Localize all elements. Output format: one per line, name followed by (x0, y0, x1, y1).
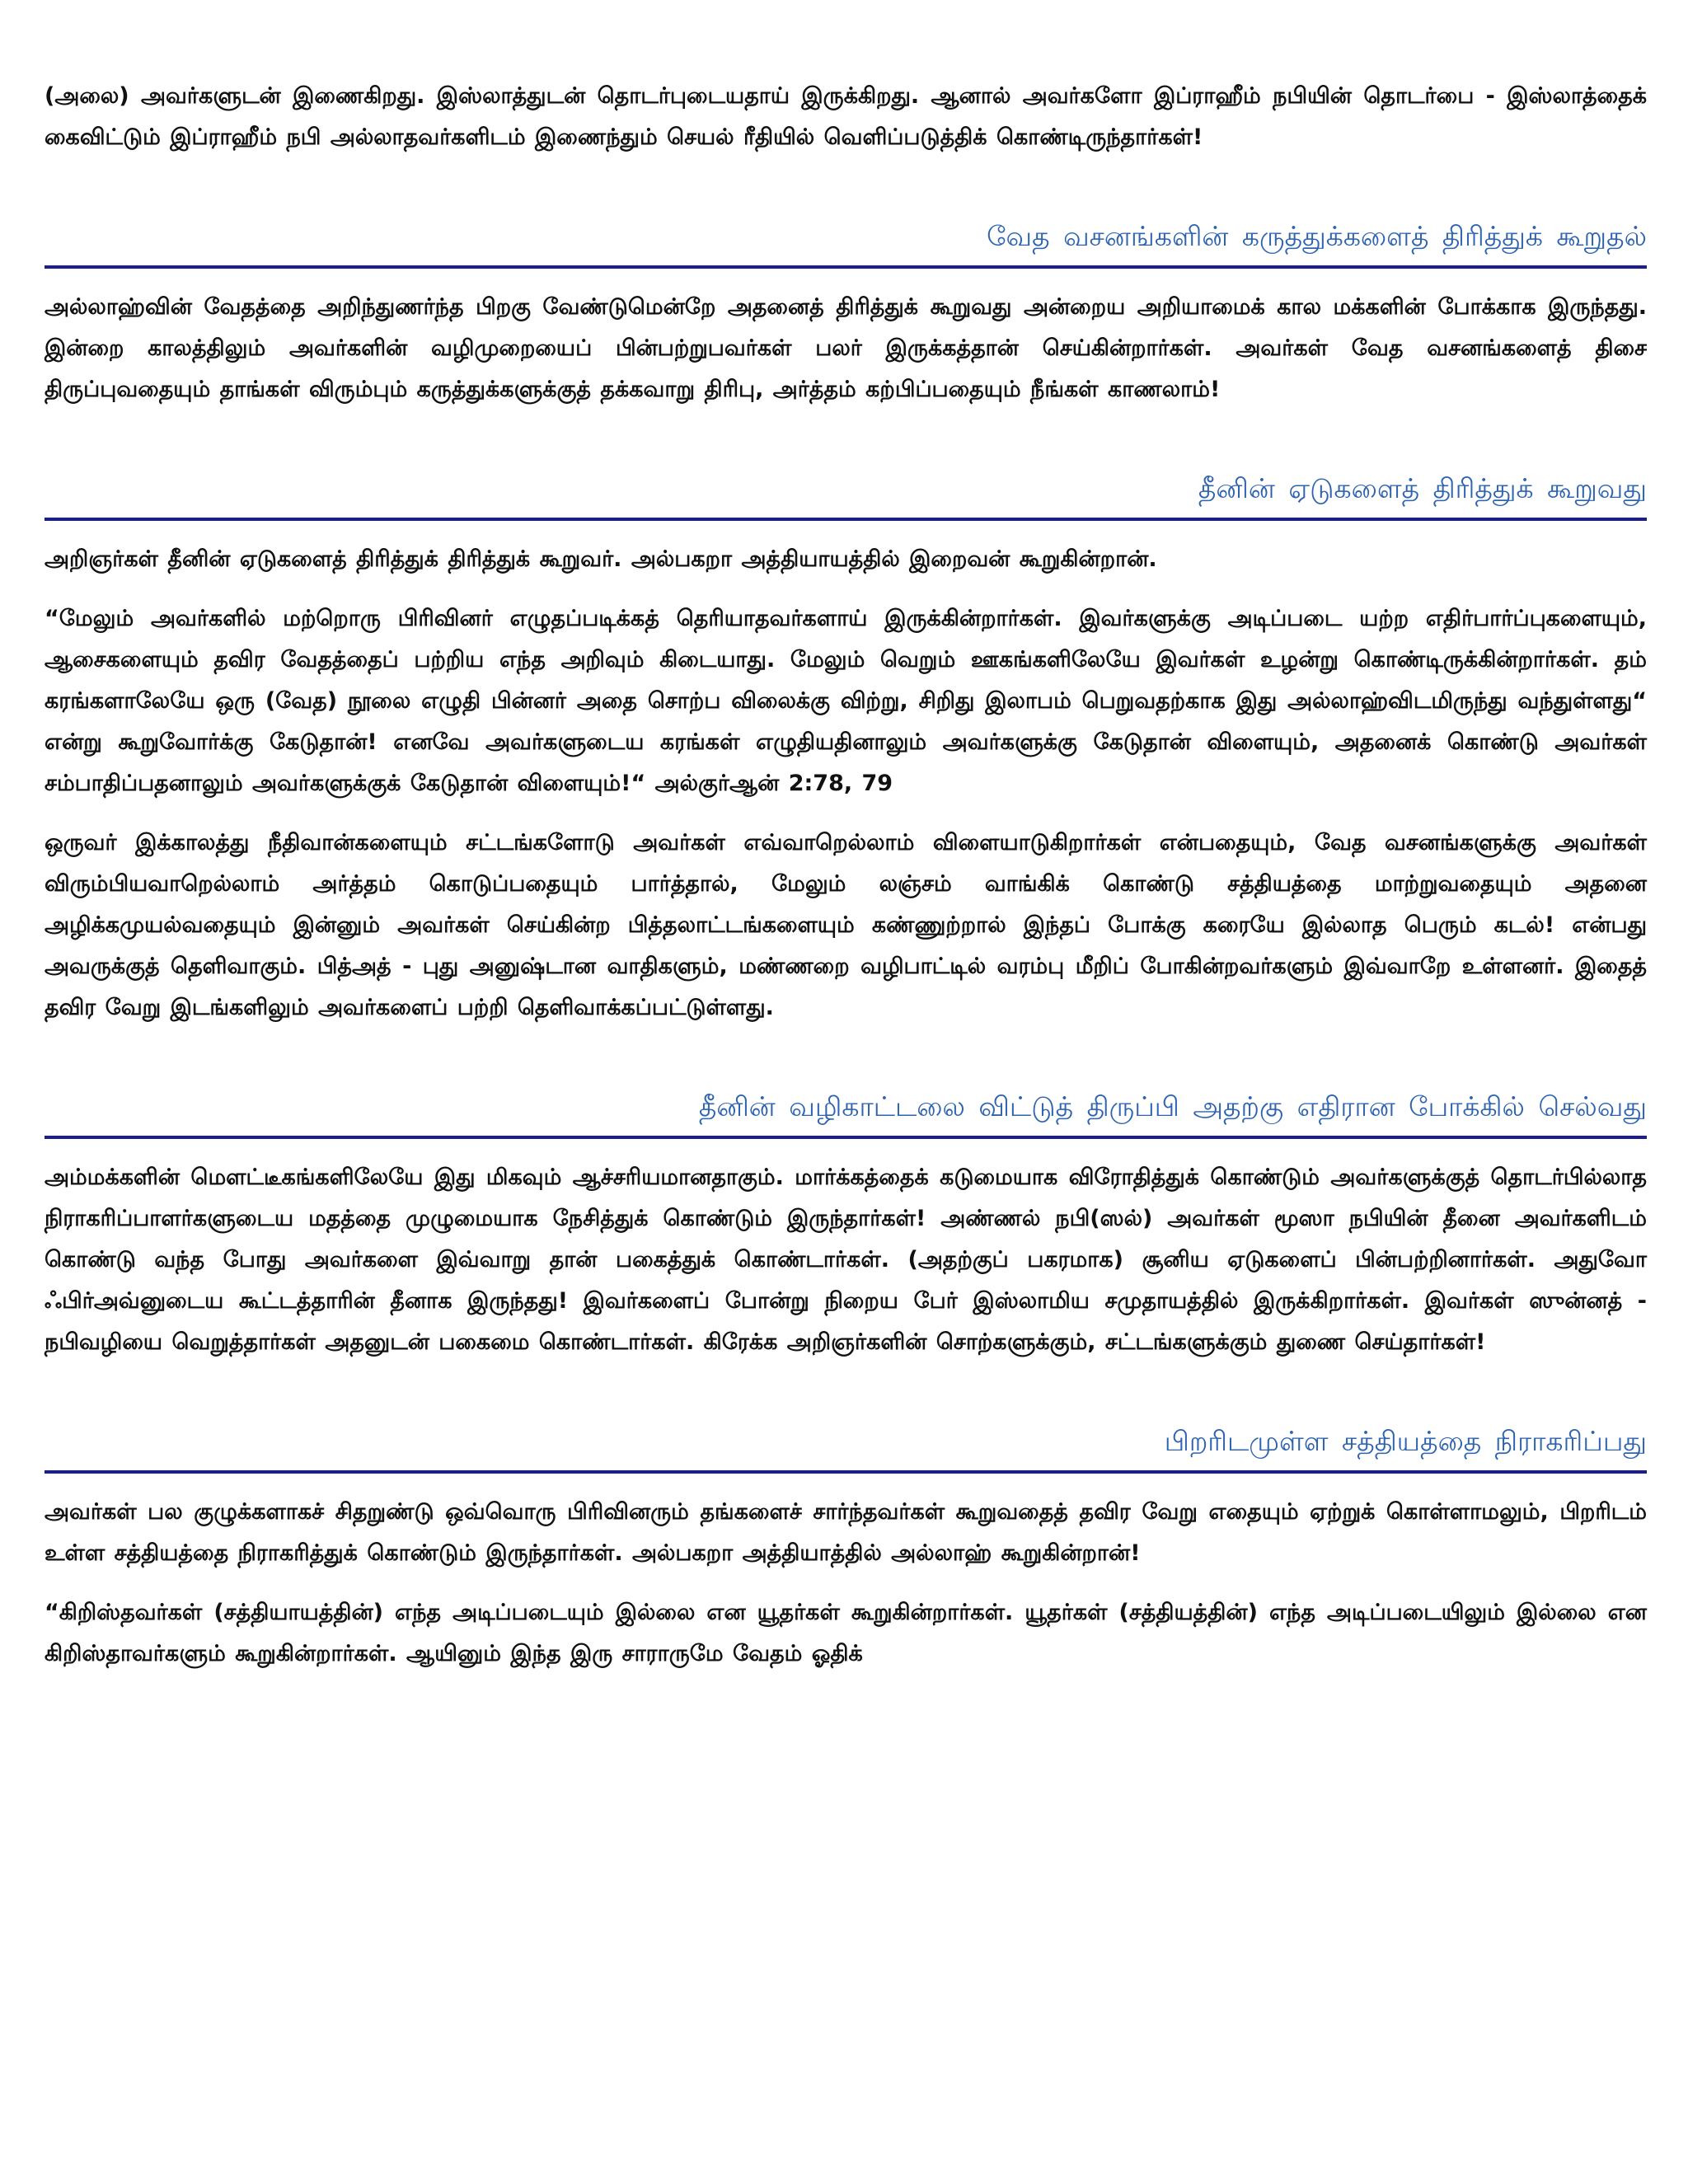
section-2-paragraph-3: ஒருவர் இக்காலத்து நீதிவான்களையும் சட்டங்களோடு அவர்கள் எவ்வாறெல்லாம் விளையாடுகிறார்கள் என்பதையும், வேத வசனங்களுக்கு அவர்கள் விரும்பியவாறெல்லாம் அர்த்தம் கொடுப்பதையும் பார்த்தால், மேலும் லஞ்சம் வாங்கிக் கொண்டு சத்தியத்தை மாற்றுவதையும் அதனை அழிக்கமுயல்வதையும் இன்னும் அவர்கள் செய்கின்ற பித்தலாட்டங்களையும் கண்ணுற்றால் இந்தப் போக்கு கரையே இல்லாத பெரும் கடல்! என்பது அவருக்குத் தெளிவாகும். பித்அத் - புது அனுஷ்டான வாதிகளும், மண்ணறை வழிபாட்டில் வரம்பு மீறிப் போகின்றவர்களும் இவ்வாறே உள்ளனர். இதைத் தவிர வேறு இடங்களிலும் அவர்களைப் பற்றி தெளிவாக்கப்பட்டுள்ளது. (45, 830, 1647, 1020)
section-1 (45, 216, 1647, 269)
section-1-heading: வேத வசனங்களின் கருத்துக்களைத் திரித்துக் கூறுதல் (987, 220, 1647, 252)
section-2 (45, 468, 1647, 521)
intro-paragraph: (அலை) அவர்களுடன் இணைகிறது. இஸ்லாத்துடன் தொடர்புடையதாய் இருக்கிறது. ஆனால் அவர்களோ இப்ராஹீம் நபியின் தொடர்பை - இஸ்லாத்தைக் கைவிட்டும் இப்ராஹீம் நபி அல்லாதவர்களிடம் இணைந்தும் செயல் ரீதியில் வெளிப்படுத்திக் கொண்டிருந்தார்கள்! (45, 83, 1647, 150)
section-3 (45, 1086, 1647, 1139)
section-1-divider (45, 265, 1647, 269)
section-3-paragraph-1: அம்மக்களின் மௌட்டீகங்களிலேயே இது மிகவும் ஆச்சரியமானதாகும். மார்க்கத்தைக் கடுமையாக விரோதித்துக் கொண்டும் அவர்களுக்குத் தொடர்பில்லாத நிராகரிப்பாளர்களுடைய மதத்தை முழுமையாக நேசித்துக் கொண்டும் இருந்தார்கள்! அண்ணல் நபி(ஸல்) அவர்கள் மூஸா நபியின் தீனை அவர்களிடம் கொண்டு வந்த போது அவர்களை இவ்வாறு தான் பகைத்துக் கொண்டார்கள். (அதற்குப் பகரமாக) சூனிய ஏடுகளைப் பின்பற்றினார்கள். அதுவோ ஃபிர்அவ்னுடைய கூட்டத்தாரின் தீனாக இருந்தது! இவர்களைப் போன்று நிறைய பேர் இஸ்லாமிய சமுதாயத்தில் இருக்கிறார்கள். இவர்கள் ஸுன்னத் - நபிவழியை வெறுத்தார்கள் அதனுடன் பகைமை கொண்டார்கள். கிரேக்க அறிஞர்களின் சொற்களுக்கும், சட்டங்களுக்கும் துணை செய்தார்கள்! (45, 1165, 1647, 1355)
section-4-divider (45, 1470, 1647, 1474)
section-2-heading: தீனின் ஏடுகளைத் திரித்துக் கூறுவது (1198, 472, 1647, 504)
section-3-heading: தீனின் வழிகாட்டலை விட்டுத் திருப்பி அதற்கு எதிரான போக்கில் செல்வது (698, 1090, 1647, 1122)
section-3-divider (45, 1136, 1647, 1139)
section-1-paragraph-1: அல்லாஹ்வின் வேதத்தை அறிந்துணர்ந்த பிறகு வேண்டுமென்றே அதனைத் திரித்துக் கூறுவது அன்றைய அறியாமைக் கால மக்களின் போக்காக இருந்தது. இன்றை காலத்திலும் அவர்களின் வழிமுறையைப் பின்பற்றுபவர்கள் பலர் இருக்கத்தான் செய்கின்றார்கள். அவர்கள் வேத வசனங்களைத் திசை திருப்புவதையும் தாங்கள் விரும்பும் கருத்துக்களுக்குத் தக்கவாறு திரிபு, அர்த்தம் கற்பிப்பதையும் நீங்கள் காணலாம்! (45, 294, 1647, 402)
section-4-heading: பிறரிடமுள்ள சத்தியத்தை நிராகரிப்பது (1164, 1425, 1647, 1457)
section-2-divider (45, 518, 1647, 521)
section-2-quote: “மேலும் அவர்களில் மற்றொரு பிரிவினர் எழுதப்படிக்கத் தெரியாதவர்களாய் இருக்கின்றார்கள். இவர்களுக்கு அடிப்படை யற்ற எதிர்பார்ப்புகளையும், ஆசைகளையும் தவிர வேதத்தைப் பற்றிய எந்த அறிவும் கிடையாது. மேலும் வெறும் ஊகங்களிலேயே இவர்கள் உழன்று கொண்டிருக்கின்றார்கள். தம் கரங்களாலேயே ஒரு (வேத) நூலை எழுதி பின்னர் அதை சொற்ப விலைக்கு விற்று, சிறிது இலாபம் பெறுவதற்காக இது அல்லாஹ்விடமிருந்து வந்துள்ளது“ என்று கூறுவோர்க்கு கேடுதான்! எனவே அவர்களுடைய கரங்கள் எழுதியதினாலும் அவர்களுக்கு கேடுதான் விளையும், அதனைக் கொண்டு அவர்கள் சம்பாதிப்பதனாலும் அவர்களுக்குக் கேடுதான் விளையும்!“ அல்குர்ஆன் 2:78, 79 (45, 606, 1647, 796)
section-2-paragraph-1: அறிஞர்கள் தீனின் ஏடுகளைத் திரித்துக் திரித்துக் கூறுவர். அல்பகறா அத்தியாயத்தில் இறைவன் கூறுகின்றான். (45, 546, 1157, 572)
section-4-quote: “கிறிஸ்தவர்கள் (சத்தியாயத்தின்) எந்த அடிப்படையும் இல்லை என யூதர்கள் கூறுகின்றார்கள். யூதர்கள் (சத்தியத்தின்) எந்த அடிப்படையிலும் இல்லை என கிறிஸ்தாவர்களும் கூறுகின்றார்கள். ஆயினும் இந்த இரு சாராருமே வேதம் ஓதிக் (45, 1600, 1647, 1666)
section-4-paragraph-1: அவர்கள் பல குழுக்களாகச் சிதறுண்டு ஒவ்வொரு பிரிவினரும் தங்களைச் சார்ந்தவர்கள் கூறுவதைத் தவிர வேறு எதையும் ஏற்றுக் கொள்ளாமலும், பிறரிடம் உள்ள சத்தியத்தை நிராகரித்துக் கொண்டும் இருந்தார்கள். அல்பகறா அத்தியாத்தில் அல்லாஹ் கூறுகின்றான்! (45, 1499, 1647, 1566)
section-4 (45, 1421, 1647, 1474)
